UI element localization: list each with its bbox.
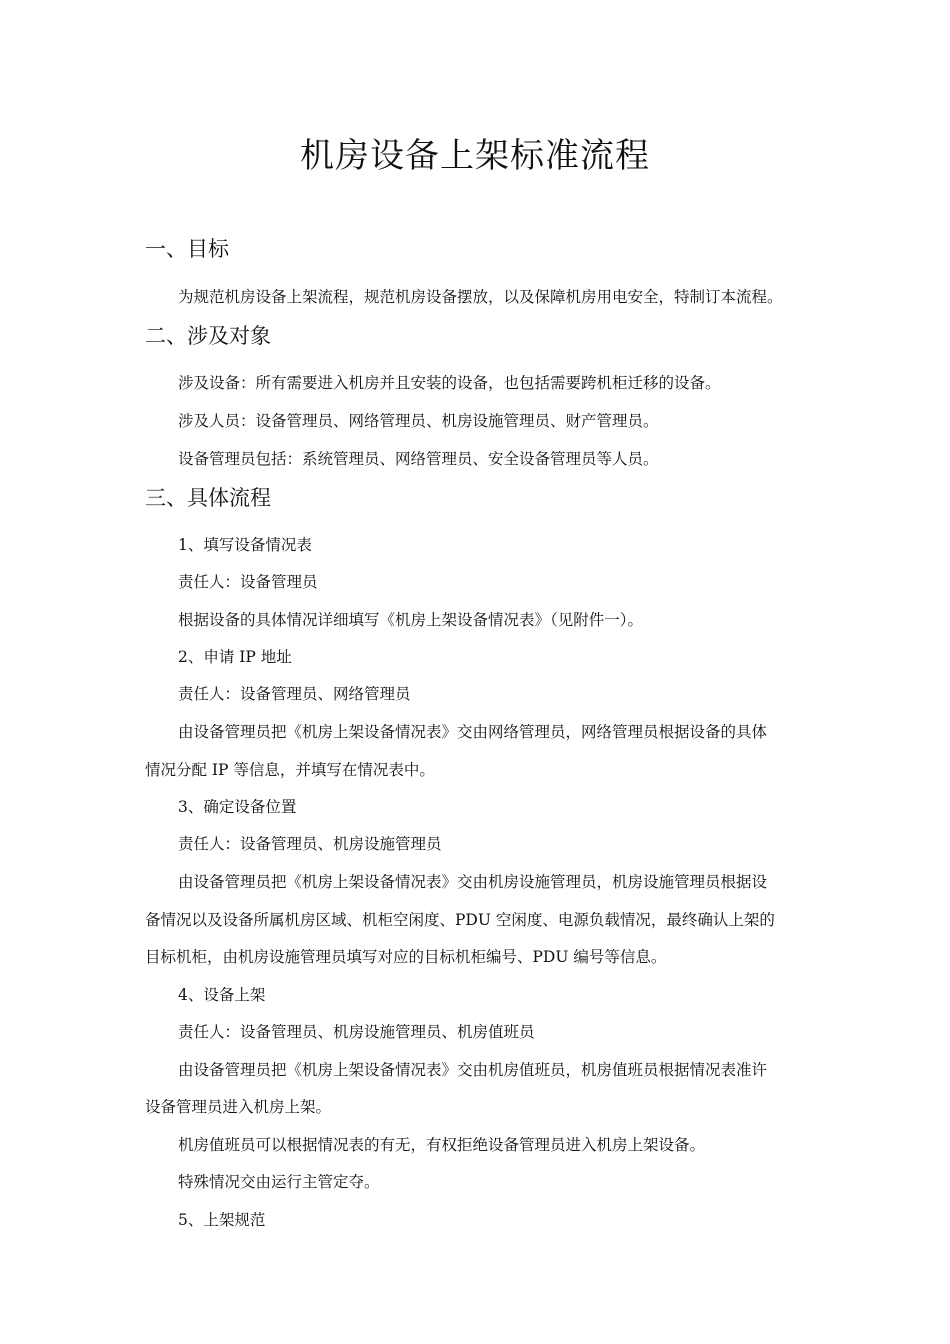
section-heading-goal: 一、目标 [145,237,229,261]
step1-title: 1、填写设备情况表 [178,536,312,554]
scope-device-admins: 设备管理员包括：系统管理员、网络管理员、安全设备管理员等人员。 [178,450,659,468]
step3-owner: 责任人：设备管理员、机房设施管理员 [178,835,442,853]
step3-desc-line3: 目标机柜，由机房设施管理员填写对应的目标机柜编号、PDU 编号等信息。 [145,948,667,966]
step2-desc-line2: 情况分配 IP 等信息，并填写在情况表中。 [145,761,435,779]
step5-title: 5、上架规范 [178,1211,266,1229]
section-heading-scope: 二、涉及对象 [145,324,271,348]
scope-people: 涉及人员：设备管理员、网络管理员、机房设施管理员、财产管理员。 [178,412,659,430]
step4-note2: 特殊情况交由运行主管定夺。 [178,1173,380,1191]
section-heading-process: 三、具体流程 [145,486,271,510]
step4-desc-line2: 设备管理员进入机房上架。 [145,1098,332,1116]
step4-title: 4、设备上架 [178,986,266,1004]
step2-desc-line1: 由设备管理员把《机房上架设备情况表》交由网络管理员，网络管理员根据设备的具体 [178,723,768,741]
document-title: 机房设备上架标准流程 [300,136,650,176]
step2-owner: 责任人：设备管理员、网络管理员 [178,685,411,703]
step2-title: 2、申请 IP 地址 [178,648,292,666]
step4-desc-line1: 由设备管理员把《机房上架设备情况表》交由机房值班员，机房值班员根据情况表准许 [178,1061,768,1079]
step3-desc-line2: 备情况以及设备所属机房区域、机柜空闲度、PDU 空闲度、电源负载情况，最终确认上架的 [145,911,775,929]
step1-desc: 根据设备的具体情况详细填写《机房上架设备情况表》（见附件一）。 [178,611,644,629]
step4-note1: 机房值班员可以根据情况表的有无，有权拒绝设备管理员进入机房上架设备。 [178,1136,706,1154]
goal-text: 为规范机房设备上架流程，规范机房设备摆放，以及保障机房用电安全，特制订本流程。 [178,288,783,306]
step3-title: 3、确定设备位置 [178,798,297,816]
step3-desc-line1: 由设备管理员把《机房上架设备情况表》交由机房设施管理员，机房设施管理员根据设 [178,873,768,891]
step1-owner: 责任人：设备管理员 [178,573,318,591]
scope-devices: 涉及设备：所有需要进入机房并且安装的设备，也包括需要跨机柜迁移的设备。 [178,374,721,392]
step4-owner: 责任人：设备管理员、机房设施管理员、机房值班员 [178,1023,535,1041]
